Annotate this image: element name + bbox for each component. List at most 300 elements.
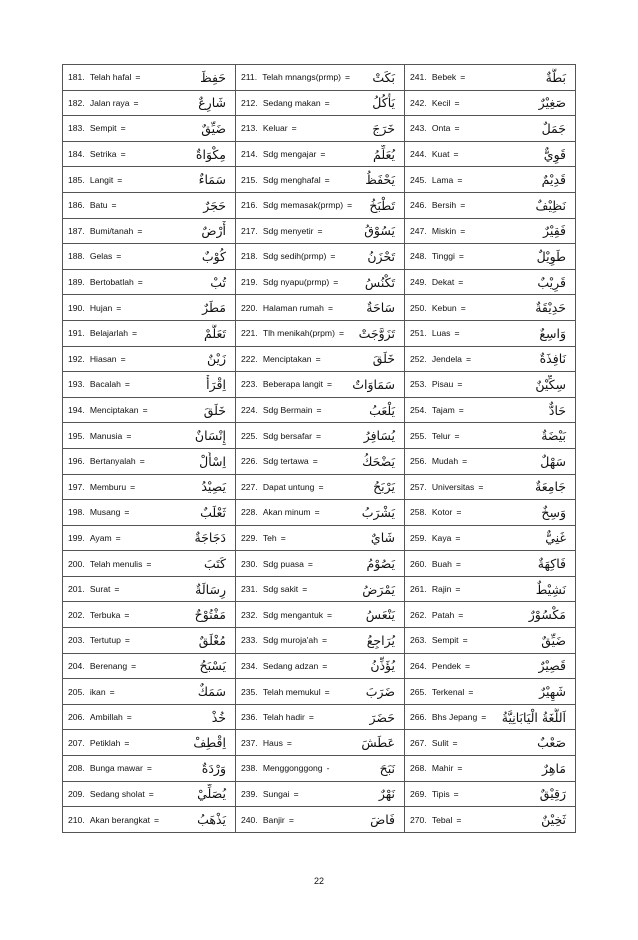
vocab-entry xyxy=(68,401,230,420)
entry-arabic-word: طَوِيْلٌ xyxy=(536,248,566,264)
entry-arabic-word: كَتَبَ xyxy=(204,556,226,572)
entry-number: 237. xyxy=(241,737,258,748)
vocab-entry xyxy=(241,349,399,368)
vocab-entry-cell xyxy=(405,192,576,218)
entry-number: 196. xyxy=(68,456,85,467)
vocab-entry xyxy=(410,119,570,138)
entry-arabic-word: فَاضَ xyxy=(370,812,395,828)
vocab-entry xyxy=(241,784,399,803)
vocab-entry-cell xyxy=(405,500,576,526)
vocab-entry-cell xyxy=(236,653,405,679)
entry-latin-part xyxy=(241,733,292,752)
entry-arabic-word: ضَرَبَ xyxy=(365,684,395,700)
vocab-entry xyxy=(410,452,570,471)
entry-latin-part xyxy=(241,119,297,138)
entry-meaning: Tajam xyxy=(431,405,455,416)
entry-equals-sign: = xyxy=(324,97,330,108)
entry-meaning: Pendek xyxy=(431,660,461,671)
entry-equals-sign: = xyxy=(120,353,126,364)
entry-equals-sign: = xyxy=(126,430,132,441)
entry-latin-part xyxy=(410,656,470,675)
entry-number: 209. xyxy=(68,788,85,799)
entry-meaning: Tertutup xyxy=(89,635,121,646)
entry-equals-sign: = xyxy=(317,225,323,236)
vocab-entry-cell xyxy=(63,346,236,372)
entry-meaning: Akan berangkat xyxy=(89,814,151,825)
vocab-entry-cell xyxy=(236,167,405,193)
entry-equals-sign: = xyxy=(327,379,333,390)
entry-meaning: Dekat xyxy=(431,277,455,288)
entry-arabic-word: بَطَّةٌ xyxy=(545,69,566,85)
entry-arabic-word: تَطْبَخُ xyxy=(369,197,395,213)
entry-equals-sign: = xyxy=(458,251,464,262)
vocab-entry xyxy=(410,733,570,752)
entry-equals-sign: = xyxy=(453,788,459,799)
vocab-entry-cell xyxy=(405,167,576,193)
entry-meaning: Memburu xyxy=(89,481,127,492)
vocab-entry xyxy=(241,93,399,112)
entry-number: 220. xyxy=(241,302,258,313)
vocab-entry xyxy=(410,401,570,420)
vocab-entry xyxy=(68,247,230,266)
entry-meaning: Menciptakan xyxy=(89,405,139,416)
entry-latin-part xyxy=(68,554,151,573)
vocab-entry xyxy=(241,759,399,778)
vocab-entry xyxy=(410,605,570,624)
entry-arabic-word: أَرْضٌ xyxy=(201,223,226,239)
entry-arabic-word: مُغْلَقٌ xyxy=(198,632,226,648)
entry-arabic-word: يُسَافِرُ xyxy=(363,428,395,444)
vocab-entry xyxy=(410,93,570,112)
vocab-entry-cell xyxy=(63,730,236,756)
entry-arabic-word: سَمَاءٌ xyxy=(198,172,226,188)
entry-number: 211. xyxy=(241,72,258,83)
entry-equals-sign: = xyxy=(324,174,330,185)
entry-latin-part xyxy=(410,196,465,215)
entry-arabic-word: وَاسِعٌ xyxy=(539,325,566,341)
entry-latin-part xyxy=(68,119,126,138)
entry-arabic-word: صَعْبٌ xyxy=(537,735,566,751)
entry-number: 250. xyxy=(410,302,427,313)
table-row xyxy=(63,320,576,346)
entry-latin-part xyxy=(241,759,329,778)
entry-number: 236. xyxy=(241,712,258,723)
entry-arabic-word: خَرَجَ xyxy=(372,120,395,136)
entry-latin-part xyxy=(241,452,318,471)
vocab-entry xyxy=(68,170,230,189)
entry-equals-sign: = xyxy=(322,660,328,671)
entry-equals-sign: = xyxy=(146,763,152,774)
entry-arabic-word: كُوْبٌ xyxy=(201,248,226,264)
entry-arabic-word: مِكْوَاةٌ xyxy=(195,146,226,162)
table-row xyxy=(63,653,576,679)
entry-meaning: Banjir xyxy=(262,814,285,825)
vocab-entry xyxy=(410,784,570,803)
entry-number: 187. xyxy=(68,225,85,236)
entry-arabic-word: يَلْعَبُ xyxy=(369,402,395,418)
entry-latin-part xyxy=(410,221,465,240)
vocab-entry-cell xyxy=(405,448,576,474)
entry-number: 243. xyxy=(410,123,427,134)
entry-latin-part xyxy=(68,477,135,496)
vocab-entry xyxy=(241,682,399,701)
entry-meaning: Bersih xyxy=(431,200,457,211)
entry-equals-sign: = xyxy=(453,149,459,160)
entry-number: 246. xyxy=(410,200,427,211)
entry-equals-sign: = xyxy=(458,609,464,620)
entry-number: 193. xyxy=(68,379,85,390)
vocab-entry-cell xyxy=(405,141,576,167)
entry-arabic-word: قَصِيْرٌ xyxy=(538,658,566,674)
entry-number: 253. xyxy=(410,379,427,390)
entry-meaning: Tipis xyxy=(431,788,450,799)
entry-meaning: Beberapa langit xyxy=(262,379,324,390)
vocab-entry-cell xyxy=(63,781,236,807)
entry-number: 200. xyxy=(68,558,85,569)
entry-number: 258. xyxy=(410,507,427,518)
entry-equals-sign: = xyxy=(460,302,466,313)
entry-meaning: Sdg memasak(prmp) xyxy=(262,200,344,211)
vocab-entry xyxy=(241,298,399,317)
entry-equals-sign: = xyxy=(120,123,126,134)
vocab-entry-cell xyxy=(405,576,576,602)
entry-number: 252. xyxy=(410,353,427,364)
vocab-entry xyxy=(68,68,230,87)
vocab-entry xyxy=(68,503,230,522)
vocab-entry xyxy=(241,247,399,266)
entry-latin-part xyxy=(68,196,117,215)
entry-meaning: Kebun xyxy=(431,302,457,313)
vocab-entry xyxy=(68,810,230,829)
vocab-entry xyxy=(68,631,230,650)
entry-latin-part xyxy=(241,682,330,701)
entry-arabic-word: يُؤَذِّنُ xyxy=(370,658,395,674)
entry-number: 235. xyxy=(241,686,258,697)
entry-arabic-word: ثَخِيْنٌ xyxy=(541,812,566,828)
vocab-entry-cell xyxy=(405,320,576,346)
entry-meaning: Kotor xyxy=(431,507,453,518)
entry-meaning: Sdg nyapu(prmp) xyxy=(262,277,330,288)
entry-number: 267. xyxy=(410,737,427,748)
vocab-entry-cell xyxy=(63,551,236,577)
entry-latin-part xyxy=(241,68,350,87)
entry-meaning: Onta xyxy=(431,123,451,134)
entry-number: 249. xyxy=(410,277,427,288)
entry-meaning: Telah mnangs(prmp) xyxy=(262,72,341,83)
entry-latin-part xyxy=(410,375,462,394)
entry-number: 254. xyxy=(410,405,427,416)
entry-meaning: Sdg mengajar xyxy=(262,149,317,160)
entry-latin-part xyxy=(68,401,148,420)
entry-meaning: Manusia xyxy=(89,430,123,441)
vocab-entry xyxy=(68,221,230,240)
entry-number: 229. xyxy=(241,532,258,543)
entry-equals-sign: = xyxy=(458,405,464,416)
entry-number: 255. xyxy=(410,430,427,441)
vocab-entry xyxy=(241,503,399,522)
entry-equals-sign: = xyxy=(146,558,152,569)
entry-number: 269. xyxy=(410,788,427,799)
entry-equals-sign: = xyxy=(327,609,333,620)
vocab-entry xyxy=(241,196,399,215)
entry-arabic-word: مَطَرٌ xyxy=(202,300,226,316)
entry-equals-sign: = xyxy=(454,123,460,134)
entry-latin-part xyxy=(410,682,473,701)
entry-number: 216. xyxy=(241,200,258,211)
vocab-entry xyxy=(68,349,230,368)
entry-meaning: Bebek xyxy=(431,72,457,83)
table-row xyxy=(63,525,576,551)
page-number: 22 xyxy=(313,876,324,886)
entry-number: 223. xyxy=(241,379,258,390)
entry-meaning: Keluar xyxy=(262,123,288,134)
entry-equals-sign: = xyxy=(321,635,328,646)
entry-arabic-word: فَقِيْرٌ xyxy=(543,223,566,239)
entry-number: 228. xyxy=(241,507,258,518)
entry-latin-part xyxy=(241,401,322,420)
vocab-entry xyxy=(241,375,399,394)
vocab-entry xyxy=(68,273,230,292)
entry-arabic-word: زَيْنٌ xyxy=(206,351,226,367)
entry-equals-sign: = xyxy=(347,200,353,211)
entry-meaning: Buah xyxy=(431,558,452,569)
entry-arabic-word: مَفْتُوْحٌ xyxy=(194,607,226,623)
entry-arabic-word: رِسَالَةٌ xyxy=(195,581,226,597)
entry-meaning: Telah hadir xyxy=(262,712,305,723)
entry-latin-part xyxy=(241,656,327,675)
entry-meaning: Setrika xyxy=(89,149,117,160)
entry-latin-part xyxy=(410,784,459,803)
entry-equals-sign: = xyxy=(111,200,117,211)
entry-meaning: Kaya xyxy=(431,532,452,543)
vocab-entry-cell xyxy=(63,474,236,500)
entry-equals-sign: = xyxy=(330,251,336,262)
table-row xyxy=(63,65,576,91)
vocab-entry xyxy=(410,298,570,317)
entry-arabic-word: تَحْزَنُ xyxy=(367,248,395,264)
entry-equals-sign: = xyxy=(481,712,487,723)
entry-equals-sign: = xyxy=(456,507,462,518)
entry-arabic-word: مَاهِرٌ xyxy=(542,760,566,776)
vocab-entry xyxy=(241,631,399,650)
table-row xyxy=(63,423,576,449)
entry-arabic-word: يُصَلِّيْ xyxy=(197,786,226,802)
entry-meaning: Langit xyxy=(89,174,114,185)
vocab-entry xyxy=(241,273,399,292)
vocab-entry xyxy=(410,528,570,547)
table-row xyxy=(63,167,576,193)
vocab-entry-cell xyxy=(405,474,576,500)
vocab-entry-cell xyxy=(236,372,405,398)
entry-number: 182. xyxy=(68,97,85,108)
vocab-entry-cell xyxy=(63,269,236,295)
entry-meaning: Sdg menyetir xyxy=(262,225,314,236)
vocab-entry xyxy=(241,554,399,573)
vocab-entry-cell xyxy=(236,448,405,474)
vocab-entry xyxy=(410,145,570,164)
entry-meaning: Pisau xyxy=(431,379,454,390)
entry-latin-part xyxy=(241,784,299,803)
entry-meaning: Kuat xyxy=(431,149,450,160)
entry-equals-sign: = xyxy=(455,532,461,543)
entry-meaning: Tinggi xyxy=(431,251,455,262)
entry-latin-part xyxy=(241,580,307,599)
entry-equals-sign: = xyxy=(460,72,466,83)
entry-number: 197. xyxy=(68,481,85,492)
entry-arabic-word: شَهِيْرٌ xyxy=(539,684,566,700)
entry-latin-part xyxy=(410,554,461,573)
table-row xyxy=(63,90,576,116)
entry-meaning: Menciptakan xyxy=(262,353,312,364)
table-row xyxy=(63,807,576,833)
entry-latin-part xyxy=(410,605,463,624)
entry-equals-sign: = xyxy=(154,814,160,825)
entry-meaning: Bhs Jepang xyxy=(431,712,478,723)
entry-meaning: Rajin xyxy=(431,584,452,595)
vocab-entry-cell xyxy=(63,65,236,91)
vocab-entry xyxy=(241,221,399,240)
vocab-entry xyxy=(241,452,399,471)
entry-meaning: Sdg bersafar xyxy=(262,430,313,441)
entry-equals-sign: = xyxy=(132,328,138,339)
entry-number: 191. xyxy=(68,328,85,339)
entry-number: 232. xyxy=(241,609,258,620)
vocab-entry-cell xyxy=(236,346,405,372)
vocab-entry-cell xyxy=(236,551,405,577)
entry-number: 201. xyxy=(68,584,85,595)
entry-latin-part xyxy=(241,375,332,394)
vocab-entry-cell xyxy=(236,730,405,756)
entry-arabic-word: يُعَلِّمُ xyxy=(373,146,395,162)
entry-arabic-word: يَسُوْقُ xyxy=(364,223,395,239)
entry-latin-part xyxy=(241,196,352,215)
entry-meaning: Sedang sholat xyxy=(89,788,145,799)
entry-meaning: Belajarlah xyxy=(89,328,129,339)
entry-latin-part xyxy=(68,221,142,240)
vocab-entry-cell xyxy=(405,781,576,807)
table-row xyxy=(63,192,576,218)
entry-meaning: Sedang adzan xyxy=(262,660,319,671)
vocab-entry-cell xyxy=(236,192,405,218)
entry-meaning: Patah xyxy=(431,609,455,620)
entry-latin-part xyxy=(68,580,119,599)
entry-number: 215. xyxy=(241,174,258,185)
entry-arabic-word: فَاكِهَةٌ xyxy=(537,556,566,572)
entry-number: 222. xyxy=(241,353,258,364)
entry-meaning: Tebal xyxy=(431,814,453,825)
entry-latin-part xyxy=(68,298,121,317)
vocab-entry xyxy=(410,810,570,829)
entry-equals-sign: = xyxy=(137,277,143,288)
entry-meaning: Mudah xyxy=(431,456,459,467)
table-row xyxy=(63,346,576,372)
entry-number: 239. xyxy=(241,788,258,799)
entry-equals-sign: = xyxy=(333,277,339,288)
vocab-entry xyxy=(241,605,399,624)
entry-arabic-word: جَامِعَةٌ xyxy=(535,479,566,495)
entry-latin-part xyxy=(241,708,314,727)
vocab-entry xyxy=(241,708,399,727)
entry-meaning: Berenang xyxy=(89,660,128,671)
entry-equals-sign: = xyxy=(124,609,130,620)
table-row xyxy=(63,756,576,782)
entry-latin-part xyxy=(68,631,130,650)
entry-number: 234. xyxy=(241,660,258,671)
entry-meaning: Terbuka xyxy=(89,609,121,620)
entry-number: 198. xyxy=(68,507,85,518)
entry-latin-part xyxy=(410,68,465,87)
entry-latin-part xyxy=(410,759,462,778)
entry-arabic-word: ضَيِّقٌ xyxy=(201,120,226,136)
vocab-entry-cell xyxy=(63,602,236,628)
entry-number: 244. xyxy=(410,149,427,160)
entry-number: 213. xyxy=(241,123,258,134)
entry-meaning: Menggonggong xyxy=(262,763,323,774)
entry-equals-sign: = xyxy=(455,584,461,595)
entry-arabic-word: قَوِيٌّ xyxy=(543,146,566,162)
entry-meaning: Bumi/tanah xyxy=(89,225,134,236)
vocab-entry xyxy=(410,196,570,215)
entry-number: 217. xyxy=(241,225,258,236)
vocab-entry-cell xyxy=(405,551,576,577)
entry-number: 183. xyxy=(68,123,85,134)
entry-number: 238. xyxy=(241,763,258,774)
entry-arabic-word: يَصُوْمُ xyxy=(366,556,395,572)
entry-number: 186. xyxy=(68,200,85,211)
entry-arabic-word: قَدِيْمٌ xyxy=(541,172,566,188)
entry-equals-sign: = xyxy=(124,507,130,518)
vocab-entry xyxy=(68,196,230,215)
vocab-entry-cell xyxy=(236,781,405,807)
entry-meaning: Bertobatlah xyxy=(89,277,134,288)
vocab-entry-cell xyxy=(236,628,405,654)
entry-latin-part xyxy=(68,503,129,522)
entry-equals-sign: = xyxy=(462,635,468,646)
vocab-entry xyxy=(410,477,570,496)
vocab-entry-cell xyxy=(236,90,405,116)
entry-meaning: Surat xyxy=(89,584,111,595)
entry-arabic-word: حَجَرٌ xyxy=(203,197,226,213)
vocab-entry xyxy=(68,656,230,675)
entry-latin-part xyxy=(410,119,460,138)
entry-equals-sign: = xyxy=(142,405,148,416)
entry-latin-part xyxy=(68,375,130,394)
entry-equals-sign: = xyxy=(456,814,462,825)
vocab-entry-cell xyxy=(236,397,405,423)
entry-latin-part xyxy=(241,426,321,445)
vocab-entry-cell xyxy=(405,295,576,321)
entry-latin-part xyxy=(410,708,486,727)
vocab-entry xyxy=(241,145,399,164)
entry-equals-sign: = xyxy=(116,251,122,262)
entry-latin-part xyxy=(68,68,140,87)
vocab-entry xyxy=(68,580,230,599)
vocab-entry-cell xyxy=(405,525,576,551)
entry-arabic-word: سِكِّيْنٌ xyxy=(535,376,566,392)
entry-number: 184. xyxy=(68,149,85,160)
entry-meaning: Gelas xyxy=(89,251,113,262)
vocab-entry xyxy=(241,324,399,343)
entry-number: 210. xyxy=(68,814,85,825)
entry-meaning: Bertanyalah xyxy=(89,456,136,467)
vocab-entry xyxy=(68,452,230,471)
entry-meaning: Sdg sakit xyxy=(262,584,299,595)
entry-arabic-word: يَصِيْدُ xyxy=(201,479,226,495)
entry-meaning: ikan xyxy=(89,686,106,697)
entry-equals-sign: = xyxy=(314,507,320,518)
vocab-entry xyxy=(241,656,399,675)
entry-meaning: Bunga mawar xyxy=(89,763,143,774)
